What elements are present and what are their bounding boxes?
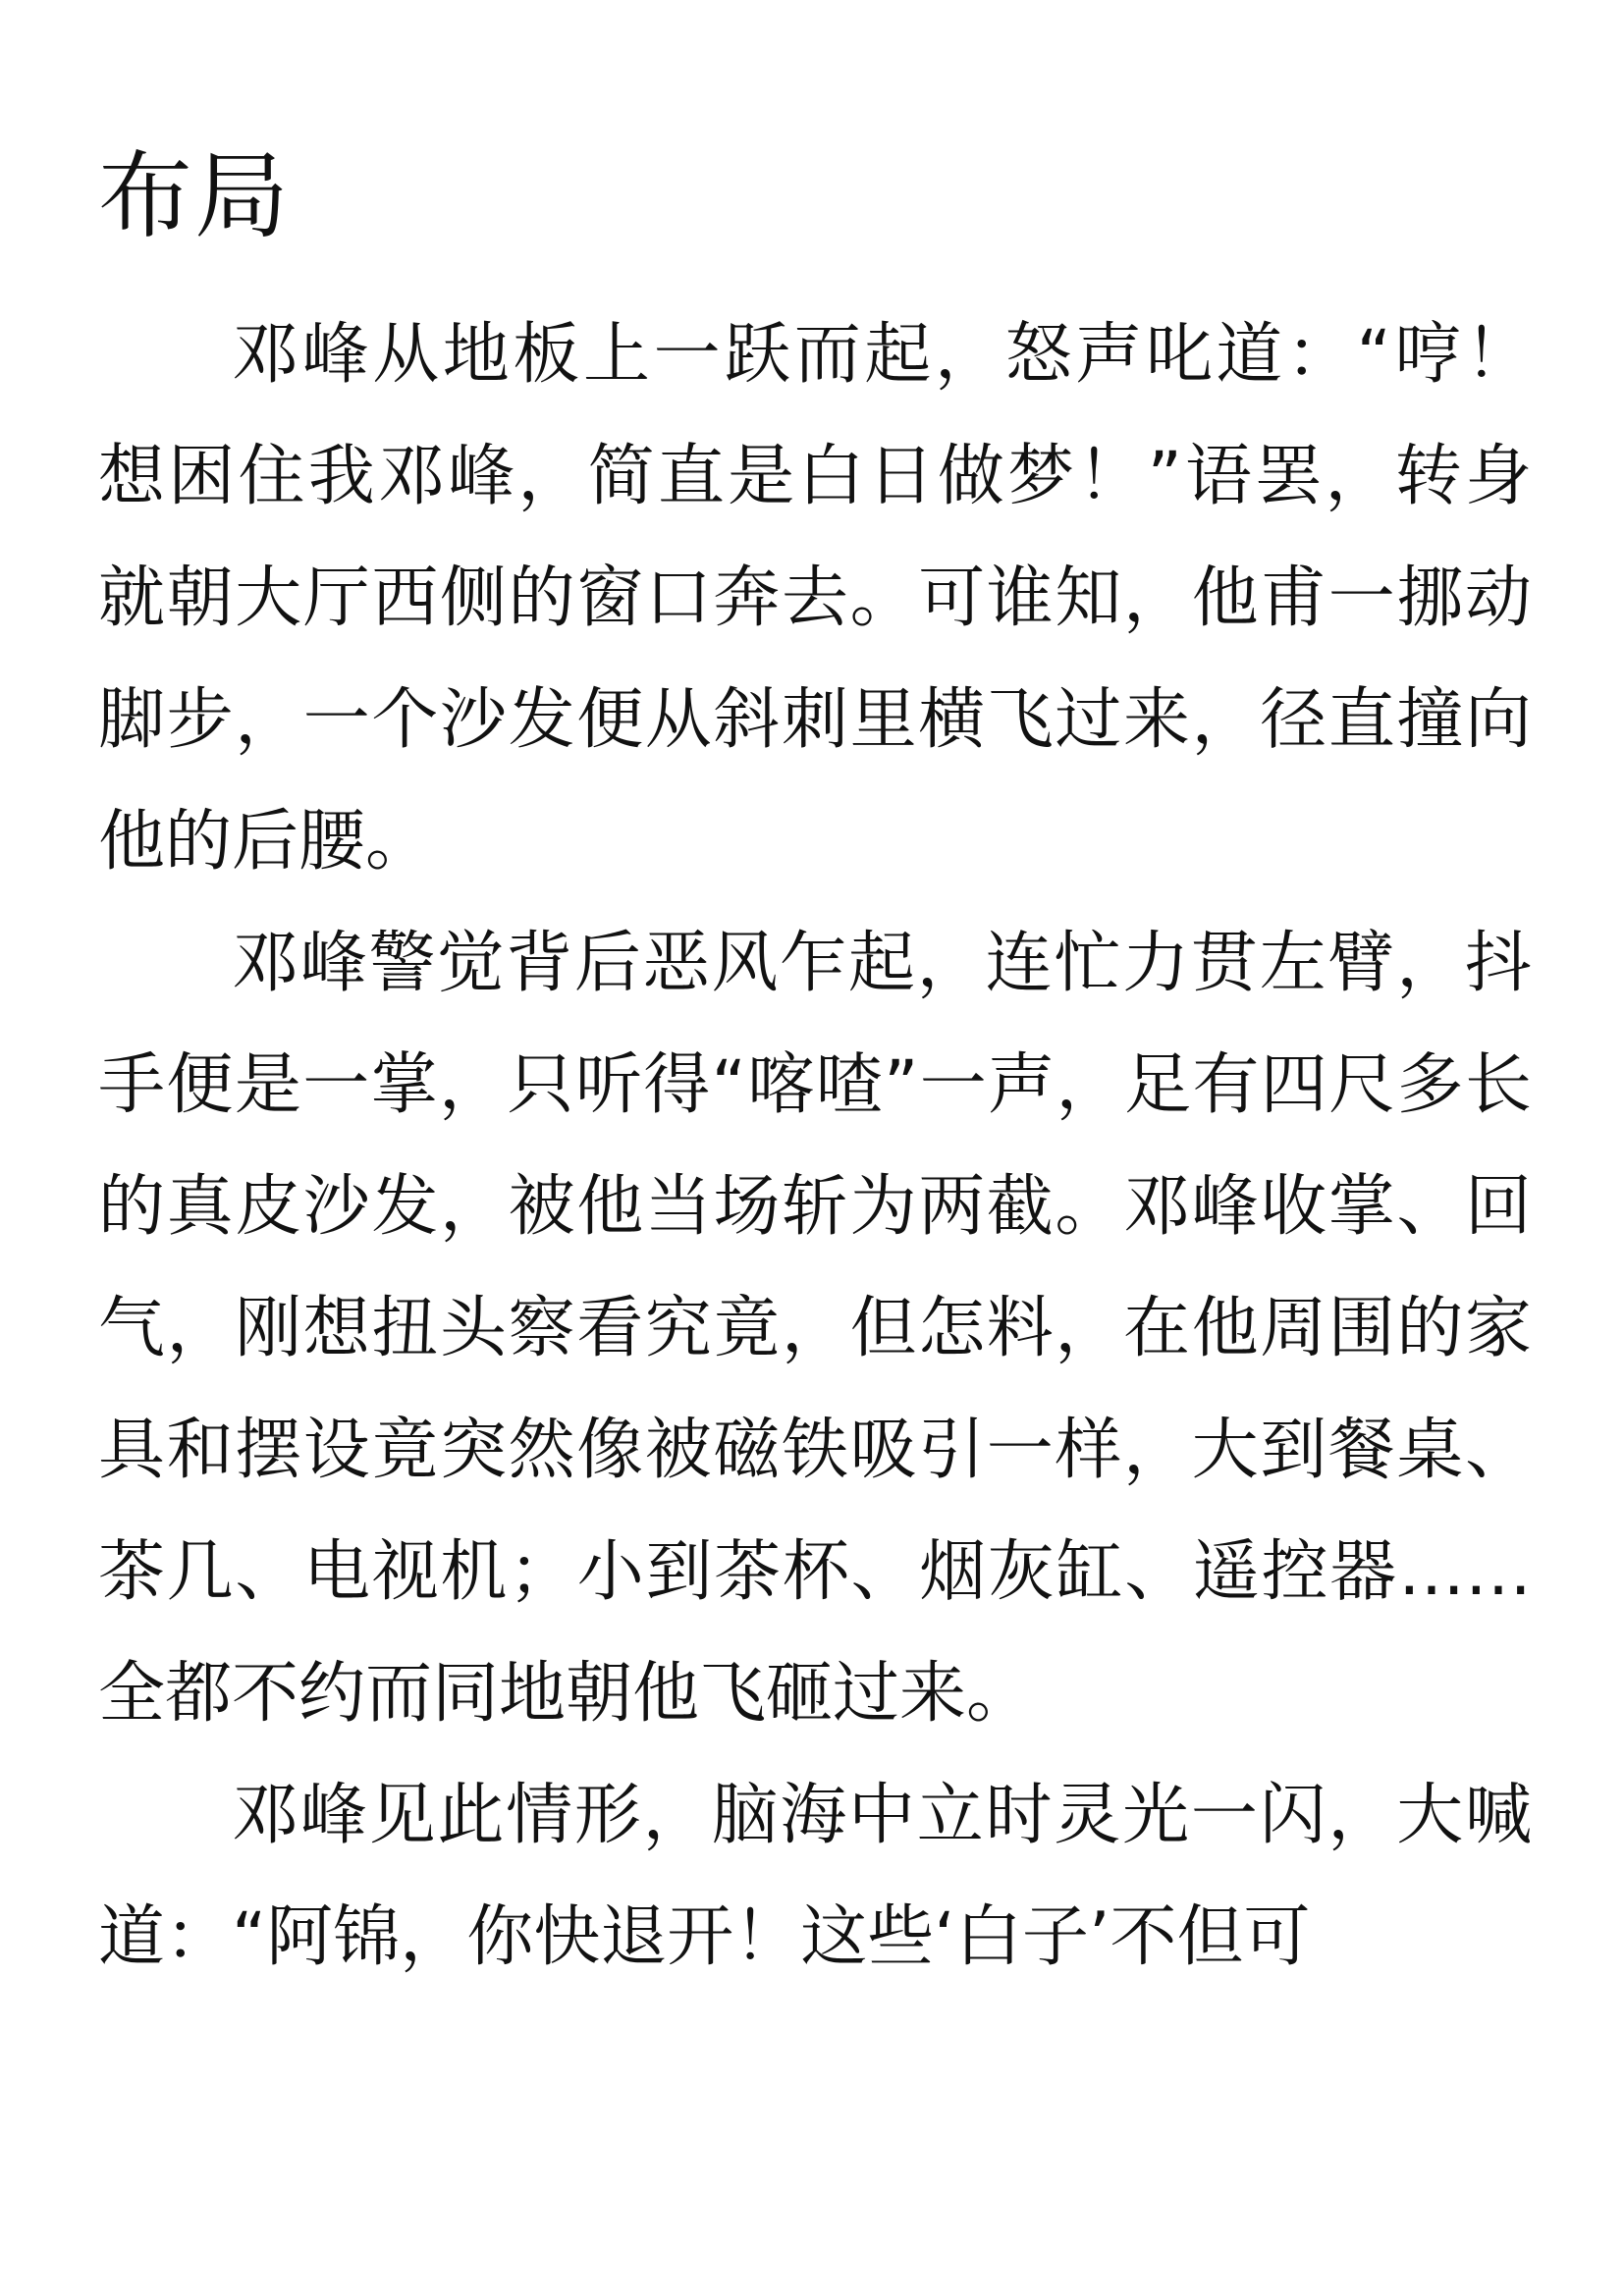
page-title: 布局 (98, 141, 291, 251)
paragraph-1: 邓峰从地板上一跃而起，怒声叱道：“哼！想困住我邓峰，简直是白日做梦！”语罢，转身就朝大厅西侧的窗口奔去。可谁知，他甫一挪动脚步，一个沙发便从斜刺里横飞过来，径直撞向他的后腰。 (98, 316, 1532, 881)
document-body (98, 294, 1532, 1999)
paragraph-3: 邓峰见此情形，脑海中立时灵光一闪，大喊道：“阿锦，你快退开！这些‘白子’不但可 (98, 1777, 1532, 1976)
paragraph-2: 邓峰警觉背后恶风乍起，连忙力贯左臂，抖手便是一掌，只听得“喀喳”一声，足有四尺多长的真皮沙发，被他当场斩为两截。邓峰收掌、回气，刚想扭头察看究竟，但怎料，在他周围的家具和摆设竟突然像被磁铁吸引一样，大到餐桌、茶几、电视机；小到茶杯、烟灰缸、遥控器……全都不约而同地朝他飞砸过来。 (98, 925, 1532, 1733)
